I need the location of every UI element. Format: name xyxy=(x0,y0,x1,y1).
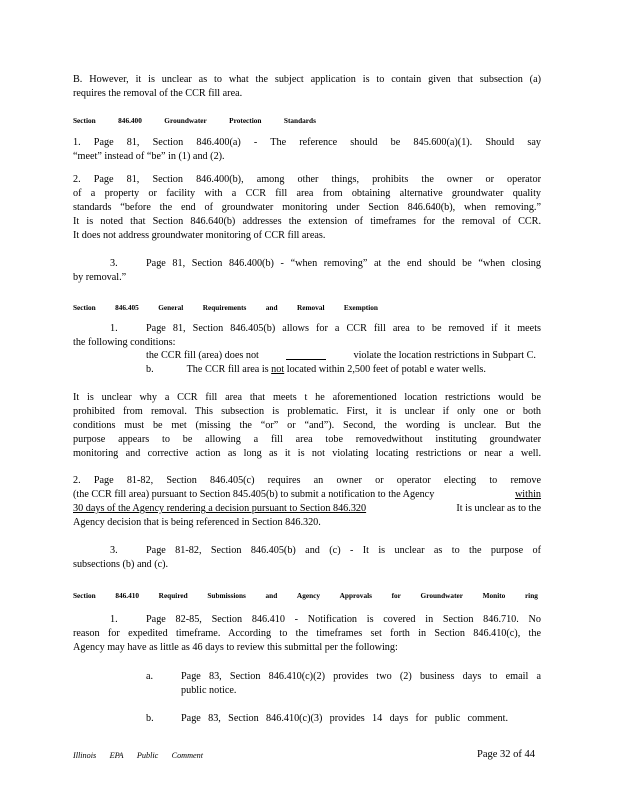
heading-word: Protection xyxy=(229,116,262,125)
sub-b-line-1: Page 83, Section 846.410(c)(3) provides 14 days for public comment. xyxy=(181,713,508,724)
heading-word: Section xyxy=(73,591,96,600)
sub-a-label: a. xyxy=(146,671,154,682)
paragraph-b-line-1: B. However, it is unclear as to what the subject application is to contain given that subsection (a) xyxy=(73,74,541,85)
footer-word: Illinois xyxy=(73,751,97,760)
sub-a-line-2: public notice. xyxy=(181,685,237,696)
unclear-para-line-2: prohibited from removal. This subsection is problematic. First, it is unclear if only one or both xyxy=(73,406,541,417)
item-2-405-line-3 xyxy=(73,502,541,515)
item-2-400-line-4: It is noted that Section 846.640(b) addresses the extension of timeframes for the removal of CCR. xyxy=(73,216,541,227)
heading-word: Submissions xyxy=(207,591,246,600)
item-1-405-number: 1. xyxy=(110,323,118,334)
condition-b-text: The CCR fill area is xyxy=(186,364,269,375)
sub-b-label: b. xyxy=(146,713,154,724)
heading-word: and xyxy=(265,303,278,312)
item-2-405-line-2 xyxy=(73,488,541,501)
heading-word: for xyxy=(391,591,401,600)
item-2-400-line-5: It does not address groundwater monitoring of CCR fill areas. xyxy=(73,230,326,241)
heading-word: Groundwater xyxy=(164,116,207,125)
item-1-410-line-2: reason for expedited timeframe. According to the timeframes set forth in Section 846.410(c), the xyxy=(73,628,541,639)
footer-word: Comment xyxy=(171,751,203,760)
item-2-405-line-4: Agency decision that is being referenced in Section 846.320. xyxy=(73,517,321,528)
page-number: Page 32 of 44 xyxy=(477,749,536,760)
heading-word: 846.400 xyxy=(118,116,142,125)
item-3-400-number: 3. xyxy=(110,258,118,269)
item-2-400-line-2: of a property or facility with a CCR fill area from obtaining alternative groundwater quality xyxy=(73,188,541,199)
heading-word: Required xyxy=(158,591,188,600)
item-3-400-line-2: by removal.” xyxy=(73,272,127,283)
footer-word: Public xyxy=(136,751,159,760)
heading-word: Section xyxy=(73,116,96,125)
heading-word: Agency xyxy=(296,591,321,600)
heading-word: Requirements xyxy=(202,303,247,312)
heading-word: Approvals xyxy=(339,591,372,600)
paragraph-b-line-2: requires the removal of the CCR fill area. xyxy=(73,88,243,99)
footer-word: EPA xyxy=(109,751,124,760)
unclear-para-line-5: monitoring and corrective action as long as it is not violating locating restrictions or near a well. xyxy=(73,448,541,459)
item-2-405-line-3-underlined: 30 days of the Agency rendering a decision pursuant to Section 846.320 xyxy=(73,503,367,514)
heading-word: Groundwater xyxy=(420,591,463,600)
unclear-para-line-3: conditions must be met (missing the “or” or “and”). Second, the wording is unclear. But the xyxy=(73,420,541,431)
item-2-405-line-2-underlined: within xyxy=(514,489,541,500)
heading-word: 846.405 xyxy=(115,303,139,312)
heading-word: General xyxy=(158,303,184,312)
section-heading-846-410 xyxy=(73,589,538,602)
condition-a-text: the CCR fill (area) does not xyxy=(146,350,259,361)
sub-a-line-1: Page 83, Section 846.410(c)(2) provides two (2) business days to email a xyxy=(181,671,541,682)
item-3-405-line-1: Page 81-82, Section 846.405(b) and (c) - It is unclear as to the purpose of xyxy=(146,545,541,556)
condition-b-label: b. xyxy=(146,364,154,375)
heading-word: Monito xyxy=(482,591,506,600)
item-2-405-line-1: 2. Page 81-82, Section 846.405(c) requires an owner or operator electing to remove xyxy=(73,475,541,486)
section-heading-846-405 xyxy=(73,301,378,314)
item-2-400-line-1: 2. Page 81, Section 846.400(b), among other things, prohibits the owner or operator xyxy=(73,174,541,185)
heading-word: and xyxy=(265,591,278,600)
item-3-405-number: 3. xyxy=(110,545,118,556)
heading-word: 846.410 xyxy=(115,591,140,600)
item-1-400-line-1: 1. Page 81, Section 846.400(a) - The reference should be 845.600(a)(1). Should say xyxy=(73,137,541,148)
unclear-para-line-4: purpose appears to be allowing a fill area tobe removedwithout instituting groundwater xyxy=(73,434,541,445)
item-1-405-line-2: the following conditions: xyxy=(73,337,176,348)
heading-word: Section xyxy=(73,303,96,312)
heading-word: Standards xyxy=(283,116,316,125)
condition-b-not: not xyxy=(271,364,285,375)
condition-b xyxy=(146,363,536,376)
item-1-410-line-3: Agency may have as little as 46 days to review this submittal per the following: xyxy=(73,642,398,653)
item-1-410-number: 1. xyxy=(110,614,118,625)
item-2-405-line-3-text: It is unclear as to the xyxy=(456,503,541,514)
heading-word: Removal xyxy=(296,303,325,312)
condition-a-text-rest: violate the location restrictions in Subpart C. xyxy=(353,350,536,361)
item-1-410-line-1: Page 82-85, Section 846.410 - Notification is covered in Section 846.710. No xyxy=(146,614,541,625)
item-2-400-line-3: standards “before the end of groundwater monitoring under Section 846.640(b), when removing.” xyxy=(73,202,541,213)
condition-b-text-rest: located within 2,500 feet of potabl e water wells. xyxy=(286,364,486,375)
heading-word: Exemption xyxy=(343,303,378,312)
item-1-405-line-1: Page 81, Section 846.405(b) allows for a CCR fill area to be removed if it meets xyxy=(146,323,541,334)
item-1-400-line-2: “meet” instead of “be” in (1) and (2). xyxy=(73,151,225,162)
item-3-405-line-2: subsections (b) and (c). xyxy=(73,559,169,570)
item-3-400-line-1: Page 81, Section 846.400(b) - “when removing” at the end should be “when closing xyxy=(146,258,541,269)
item-2-405-line-2-text: (the CCR fill area) pursuant to Section 845.405(b) to submit a notification to the Agency xyxy=(73,489,435,500)
heading-word: ring xyxy=(524,591,538,600)
blank-underline xyxy=(286,349,326,360)
unclear-para-line-1: It is unclear why a CCR fill area that meets t he aforementioned location restrictions would be xyxy=(73,392,541,403)
section-heading-846-400 xyxy=(73,114,316,127)
footer-left xyxy=(73,749,203,762)
condition-a xyxy=(146,349,536,362)
